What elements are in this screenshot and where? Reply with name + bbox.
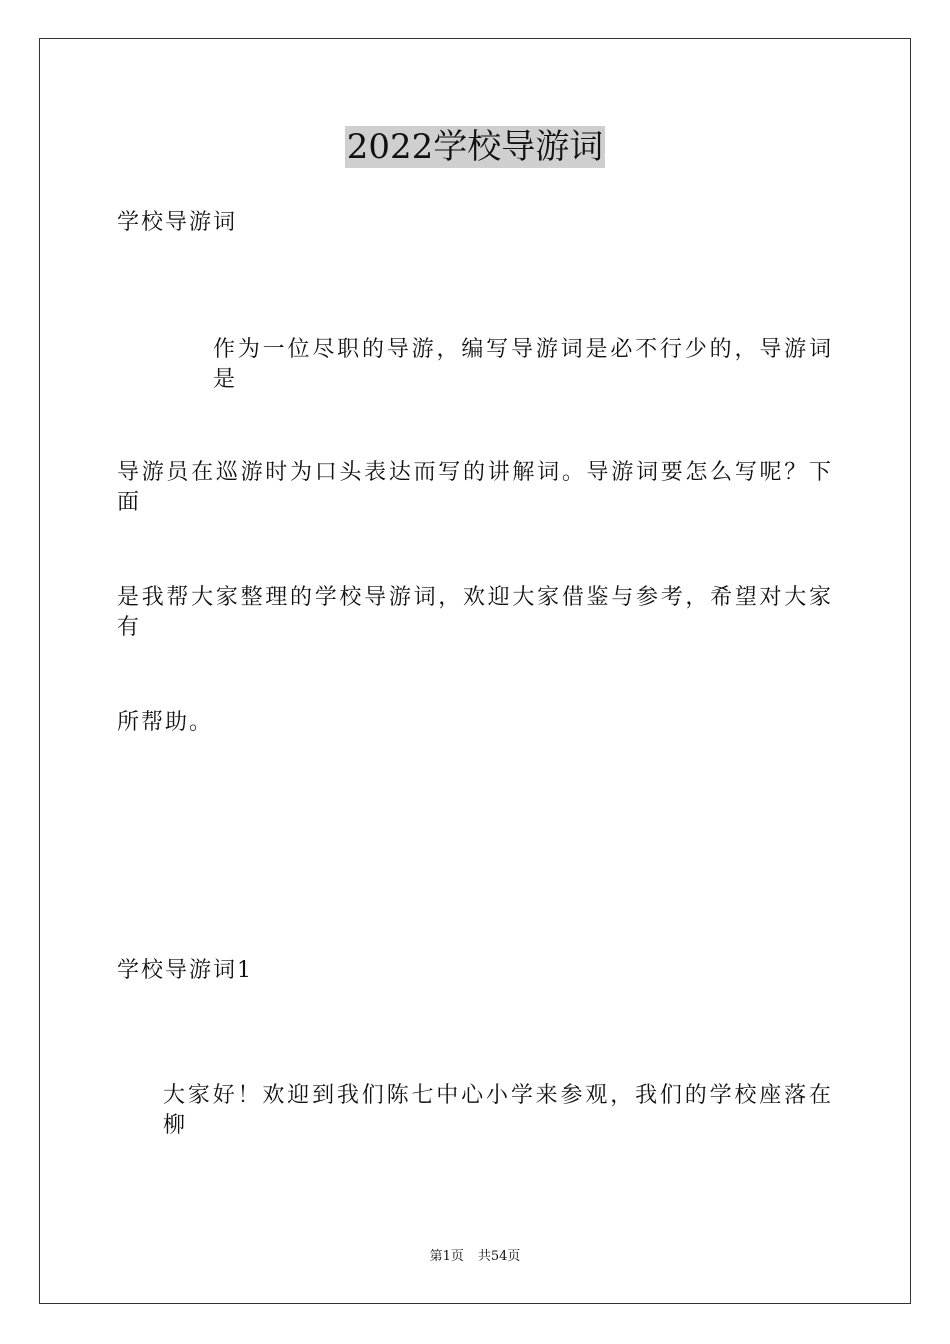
page-footer (0, 1248, 950, 1266)
section-line-1: 大家好！欢迎到我们陈七中心小学来参观，我们的学校座落在柳 (163, 1083, 833, 1138)
document-title-wrap (0, 126, 950, 168)
page-number: 第1页 (429, 1249, 464, 1264)
intro-line-1: 作为一位尽职的导游，编写导游词是必不行少的，导游词是 (213, 337, 833, 392)
intro-line-2: 导游员在巡游时为口头表达而写的讲解词。导游词要怎么写呢？下面 (117, 460, 833, 515)
section-heading: 学校导游词1 (117, 958, 253, 983)
intro-line-3: 是我帮大家整理的学校导游词，欢迎大家借鉴与参考，希望对大家有 (117, 585, 833, 640)
subtitle: 学校导游词 (117, 210, 238, 235)
page-total: 共54页 (477, 1249, 521, 1264)
document-title: 2022学校导游词 (346, 127, 604, 167)
intro-line-4: 所帮助。 (117, 710, 214, 735)
